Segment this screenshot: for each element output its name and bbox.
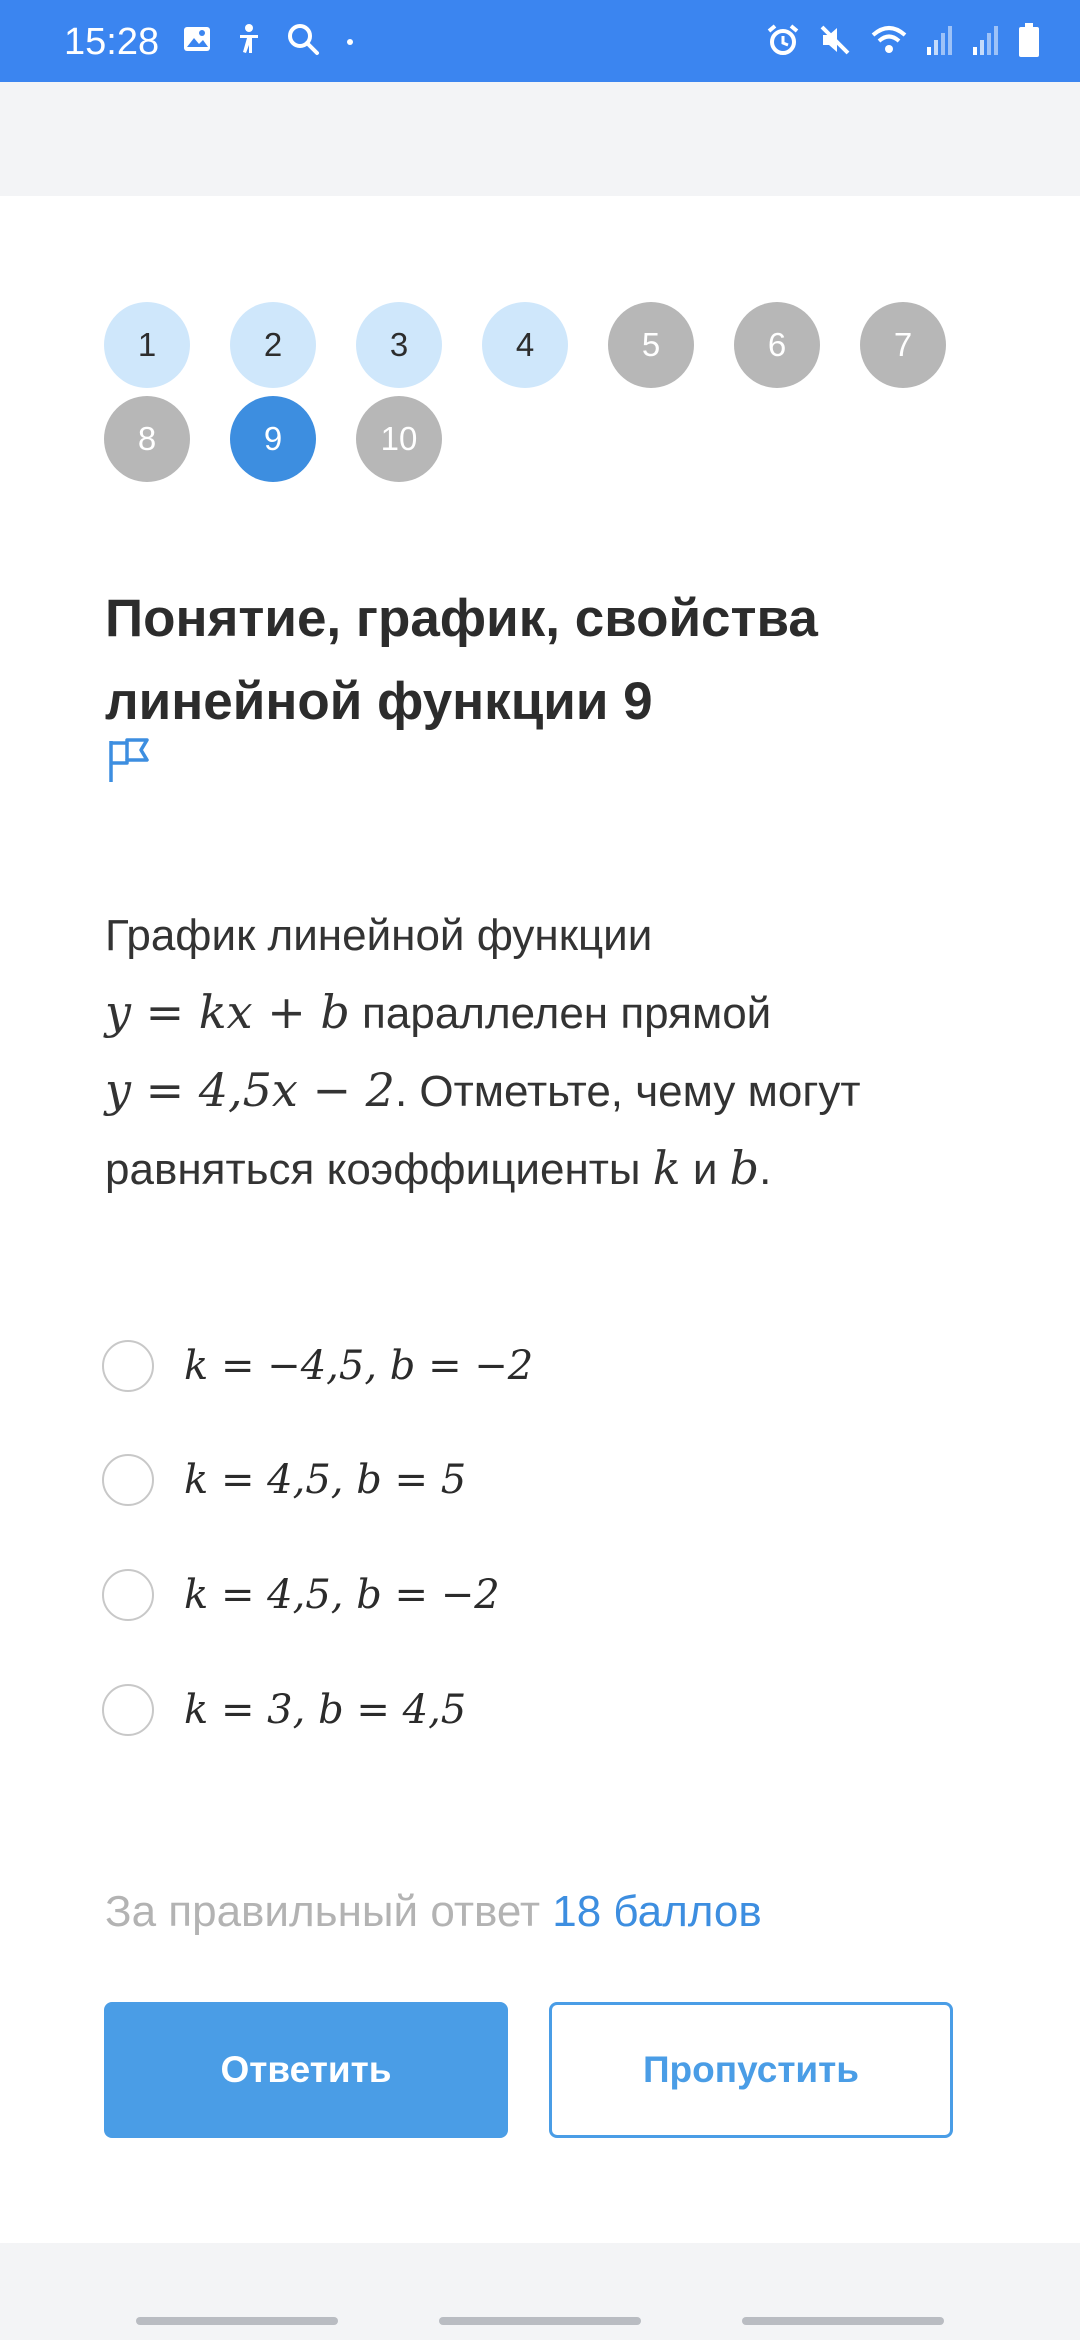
question-text [105,897,985,1208]
step-5[interactable]: 5 [608,302,694,388]
question-part: равняться коэффициенты [105,1145,653,1194]
title-line-2: линейной функции 9 [105,672,653,731]
signal-icon [972,23,1000,57]
option-4[interactable] [102,1680,466,1740]
nav-handle [136,2317,338,2325]
question-part: . [759,1145,772,1194]
question-part: параллелен прямой [349,989,772,1038]
signal-icon [926,23,954,57]
radio-button[interactable] [102,1340,154,1392]
step-8[interactable]: 8 [104,396,190,482]
step-10[interactable]: 10 [356,396,442,482]
nav-handle [742,2317,944,2325]
dot-icon [342,24,358,54]
flag-icon[interactable] [107,738,151,784]
question-part: . Отметьте, чему могут [394,1067,861,1116]
option-label: k = 3, b = 4,5 [184,1687,467,1733]
formula-function: y = kx + b [105,985,350,1039]
option-label: k = 4,5, b = 5 [184,1457,467,1503]
step-6[interactable]: 6 [734,302,820,388]
header-spacer [0,82,1080,196]
score-value: 18 баллов [552,1887,762,1936]
option-label: k = −4,5, b = −2 [184,1343,534,1389]
formula-line: y = 4,5x − 2 [105,1063,395,1117]
option-1[interactable] [102,1336,533,1396]
formula-b: b [729,1141,760,1195]
step-1[interactable]: 1 [104,302,190,388]
score-info [105,1882,762,1942]
title-line-1: Понятие, график, свойства [105,589,818,648]
question-part: и [680,1145,730,1194]
option-3[interactable] [102,1565,500,1625]
question-part: График линейной функции [105,911,653,960]
radio-button[interactable] [102,1569,154,1621]
step-7[interactable]: 7 [860,302,946,388]
status-time: 15:28 [64,21,160,63]
radio-button[interactable] [102,1454,154,1506]
search-icon [286,22,320,56]
step-4[interactable]: 4 [482,302,568,388]
formula-k: k [652,1141,681,1195]
battery-icon [1018,22,1040,58]
answer-button[interactable]: Ответить [104,2002,508,2138]
option-label: k = 4,5, b = −2 [184,1572,500,1618]
option-2[interactable] [102,1450,466,1510]
wifi-icon [870,23,908,57]
step-9[interactable]: 9 [230,396,316,482]
bottom-bar [0,2243,1080,2340]
accessibility-icon [234,23,264,55]
page-title [105,577,1005,743]
skip-button[interactable]: Пропустить [549,2002,953,2138]
nav-handle [439,2317,641,2325]
step-3[interactable]: 3 [356,302,442,388]
score-prefix: За правильный ответ [105,1887,541,1936]
mute-icon [818,23,852,57]
alarm-icon [766,23,800,57]
image-icon [182,24,212,54]
radio-button[interactable] [102,1684,154,1736]
step-2[interactable]: 2 [230,302,316,388]
status-bar [0,0,1080,82]
